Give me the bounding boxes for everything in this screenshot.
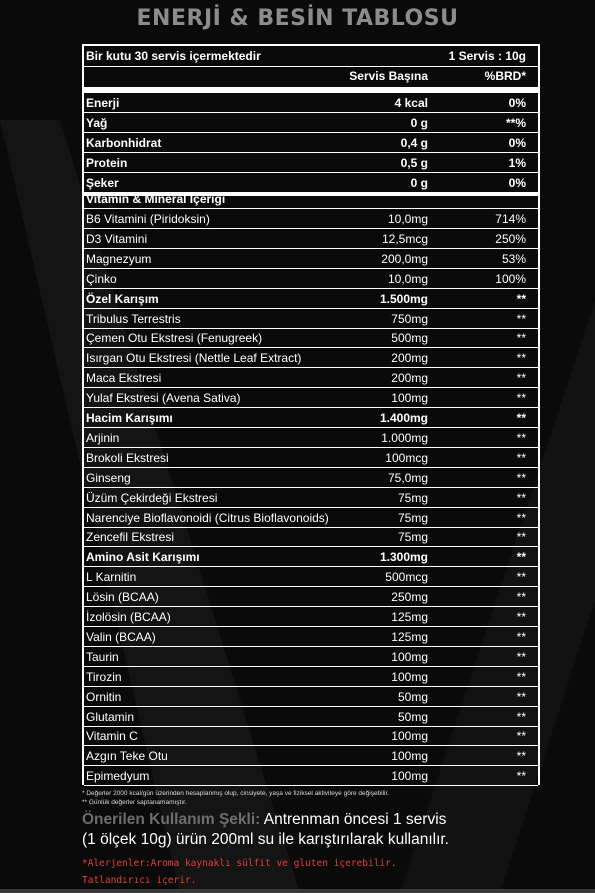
- ingredient-amount: 200mg: [391, 371, 428, 386]
- ingredient-brd: **: [516, 570, 526, 585]
- nutrition-name: Enerji: [86, 96, 120, 110]
- ingredient-brd: **: [516, 411, 526, 425]
- ingredient-amount: 100mg: [391, 391, 428, 406]
- ingredient-brd: **: [516, 749, 526, 764]
- ingredient-brd: **: [516, 510, 526, 525]
- allergen-line-1: *Alerjenler:Aroma kaynaklı sülfit ve gluten içerebilir.: [82, 858, 397, 869]
- ingredient-brd: **: [516, 430, 526, 445]
- nutrition-name: Karbonhidrat: [86, 136, 162, 150]
- ingredient-amount: 125mg: [391, 629, 428, 644]
- ingredient-row: [84, 687, 538, 707]
- ingredient-row: [84, 766, 538, 786]
- ingredient-row: [84, 488, 538, 508]
- nutrition-brd: 0%: [508, 96, 526, 110]
- ingredient-name: D3 Vitamini: [86, 231, 148, 246]
- nutrition-name: Şeker: [86, 176, 119, 190]
- ingredient-brd: **: [516, 470, 526, 485]
- column-header-row: [84, 66, 538, 93]
- ingredient-name: Zencefil Ekstresi: [86, 530, 175, 545]
- ingredient-row: [84, 448, 538, 468]
- nutrition-brd: **%: [505, 116, 526, 130]
- ingredient-brd: **: [516, 530, 526, 545]
- ingredient-name: Maca Ekstresi: [86, 371, 162, 386]
- ingredient-row: [84, 707, 538, 727]
- column-brd: %BRD*: [484, 69, 526, 83]
- ingredient-amount: 100mg: [391, 669, 428, 684]
- ingredient-name: Isırgan Otu Ekstresi (Nettle Leaf Extract): [86, 351, 302, 366]
- ingredient-name: Magnezyum: [86, 251, 152, 266]
- ingredient-name: Ornitin: [86, 689, 122, 704]
- ingredient-row: [84, 428, 538, 448]
- ingredient-amount: 10,0mg: [387, 212, 428, 226]
- ingredient-brd: **: [516, 709, 526, 724]
- ingredient-row: [84, 607, 538, 627]
- nutrition-table: [82, 44, 540, 189]
- ingredient-amount: 75mg: [397, 510, 428, 525]
- ingredient-brd: **: [516, 351, 526, 366]
- ingredient-amount: 100mg: [391, 749, 428, 764]
- ingredient-name: İzolösin (BCAA): [86, 610, 171, 624]
- nutrition-row: [84, 113, 538, 133]
- ingredient-brd: **: [516, 391, 526, 406]
- ingredient-amount: 100mg: [391, 729, 428, 744]
- ingredient-name: Tirozin: [86, 669, 122, 684]
- ingredient-row: [84, 547, 538, 567]
- column-per-serving: Servis Başına: [349, 69, 428, 83]
- ingredient-amount: 200mg: [391, 351, 428, 366]
- nutrition-name: Yağ: [86, 116, 108, 130]
- ingredient-name: Glutamin: [86, 709, 135, 724]
- nutrition-brd: 1%: [508, 156, 526, 170]
- nutrition-name: Protein: [86, 156, 128, 170]
- ingredient-row: [84, 368, 538, 388]
- ingredient-name: Taurin: [86, 649, 119, 664]
- ingredient-name: Özel Karışım: [86, 291, 159, 306]
- ingredient-name: Arjinin: [86, 430, 120, 445]
- ingredient-amount: 10,0mg: [387, 271, 428, 286]
- serving-info-row: [84, 46, 538, 67]
- usage-instructions: [82, 810, 552, 850]
- ingredient-brd: **: [516, 649, 526, 664]
- ingredient-brd: **: [516, 729, 526, 744]
- ingredient-brd: **: [516, 590, 526, 605]
- nutrition-brd: 0%: [508, 176, 526, 190]
- ingredient-row: [84, 567, 538, 587]
- ingredient-amount: 1.000mg: [381, 430, 428, 445]
- ingredient-amount: 100mg: [391, 769, 428, 784]
- ingredient-brd: **: [516, 490, 526, 505]
- ingredient-row: [84, 468, 538, 488]
- usage-line-1: Antrenman öncesi 1 servis: [260, 811, 447, 828]
- ingredient-name: Yulaf Ekstresi (Avena Sativa): [86, 391, 241, 406]
- ingredient-row: [84, 527, 538, 547]
- ingredient-brd: **: [516, 550, 526, 565]
- ingredient-brd: 250%: [495, 231, 526, 246]
- ingredient-amount: 1.500mg: [379, 291, 428, 306]
- ingredient-brd: **: [516, 689, 526, 704]
- nutrition-row: [84, 133, 538, 153]
- ingredient-name: Üzüm Çekirdeği Ekstresi: [86, 490, 218, 505]
- ingredient-brd: 100%: [495, 271, 526, 286]
- ingredient-name: Vitamin C: [86, 729, 138, 744]
- ingredient-amount: 250mg: [391, 590, 428, 605]
- ingredient-amount: 750mg: [391, 311, 428, 326]
- footnote-brd: * Değerler 2000 kcal/gün üzerinden hesaplanmış olup, cinsiyete, yaşa ve fiziksel aktiviteye göre değişebilir.: [82, 790, 390, 797]
- nutrition-row: [84, 93, 538, 113]
- ingredient-brd: 53%: [501, 251, 526, 266]
- ingredient-amount: 50mg: [397, 709, 428, 724]
- ingredient-name: Amino Asit Karışımı: [86, 550, 200, 565]
- ingredient-brd: **: [516, 610, 526, 624]
- ingredient-name: Ginseng: [86, 470, 131, 485]
- footnote-daily-values: ** Günlük değerler saptanamamıştır.: [82, 799, 187, 806]
- ingredient-amount: 500mg: [391, 331, 428, 346]
- nutrition-amount: 4 kcal: [394, 96, 428, 110]
- ingredient-name: Çemen Otu Ekstresi (Fenugreek): [86, 331, 263, 346]
- page-title: ENERJİ & BESİN TABLOSU: [136, 6, 459, 31]
- ingredient-brd: **: [516, 450, 526, 465]
- ingredient-brd: 714%: [495, 212, 526, 226]
- ingredient-row: [84, 229, 538, 249]
- ingredient-row: [84, 647, 538, 667]
- ingredient-brd: **: [516, 371, 526, 386]
- ingredient-amount: 500mcg: [385, 570, 428, 585]
- ingredient-amount: 100mcg: [385, 450, 428, 465]
- usage-label: Önerilen Kullanım Şekli:: [82, 811, 261, 828]
- ingredient-brd: **: [516, 311, 526, 326]
- ingredient-row: [84, 408, 538, 428]
- ingredient-amount: 1.300mg: [379, 550, 428, 565]
- ingredient-row: [84, 209, 538, 229]
- ingredient-amount: 75,0mg: [387, 470, 428, 485]
- ingredient-amount: 100mg: [391, 649, 428, 664]
- ingredient-row: [84, 726, 538, 746]
- vitamin-header: Vitamin & Mineral İçeriği: [86, 192, 226, 206]
- servings-per-box: Bir kutu 30 servis içermektedir: [86, 49, 261, 63]
- nutrition-amount: 0 g: [410, 116, 428, 130]
- ingredient-amount: 200,0mg: [381, 251, 428, 266]
- ingredient-row: [84, 667, 538, 687]
- ingredient-row: [84, 289, 538, 309]
- ingredient-row: [84, 249, 538, 269]
- ingredient-row: [84, 348, 538, 368]
- ingredient-name: Epimedyum: [86, 769, 150, 784]
- ingredient-brd: **: [516, 769, 526, 784]
- serving-size: 1 Servis : 10g: [448, 49, 526, 63]
- ingredient-row: [84, 388, 538, 408]
- ingredient-amount: 75mg: [397, 530, 428, 545]
- ingredient-amount: 125mg: [391, 610, 428, 624]
- ingredient-name: Hacim Karışımı: [86, 411, 173, 425]
- allergen-line-2: Tatlandırıcı içerir.: [82, 875, 197, 886]
- ingredient-amount: 12,5mcg: [381, 231, 428, 246]
- ingredient-name: Çinko: [86, 271, 117, 286]
- ingredient-name: Brokoli Ekstresi: [86, 450, 169, 465]
- bottom-divider: [0, 889, 595, 893]
- nutrition-amount: 0,4 g: [400, 136, 428, 150]
- ingredient-amount: 75mg: [397, 490, 428, 505]
- nutrition-row: [84, 153, 538, 173]
- ingredient-name: Valin (BCAA): [86, 629, 156, 644]
- nutrition-brd: 0%: [508, 136, 526, 150]
- ingredient-row: [84, 627, 538, 647]
- usage-line-2: (1 ölçek 10g) ürün 200ml su ile karıştırılarak kullanılır.: [82, 831, 449, 848]
- vitamin-header-row: [84, 189, 538, 209]
- nutrition-amount: 0,5 g: [400, 156, 428, 170]
- ingredient-row: [84, 269, 538, 289]
- ingredient-name: Lösin (BCAA): [86, 590, 159, 605]
- ingredient-name: Azgın Teke Otu: [86, 749, 168, 764]
- ingredient-brd: **: [516, 669, 526, 684]
- ingredient-brd: **: [516, 629, 526, 644]
- ingredient-brd: **: [516, 291, 526, 306]
- ingredient-row: [84, 508, 538, 528]
- ingredient-name: Tribulus Terrestris: [86, 311, 181, 326]
- ingredient-row: [84, 746, 538, 766]
- nutrition-amount: 0 g: [410, 176, 428, 190]
- ingredient-brd: **: [516, 331, 526, 346]
- allergen-warning: [82, 855, 542, 889]
- ingredient-name: Narenciye Bioflavonoidi (Citrus Bioflavonoids): [86, 510, 329, 525]
- ingredient-row: [84, 587, 538, 607]
- ingredient-row: [84, 309, 538, 329]
- ingredient-amount: 50mg: [397, 689, 428, 704]
- ingredient-row: [84, 328, 538, 348]
- ingredient-amount: 1.400mg: [379, 411, 428, 425]
- footnotes: [82, 789, 536, 807]
- ingredient-name: B6 Vitamini (Piridoksin): [86, 212, 210, 226]
- ingredient-name: L Karnitin: [86, 570, 137, 585]
- ingredient-table: [82, 189, 540, 785]
